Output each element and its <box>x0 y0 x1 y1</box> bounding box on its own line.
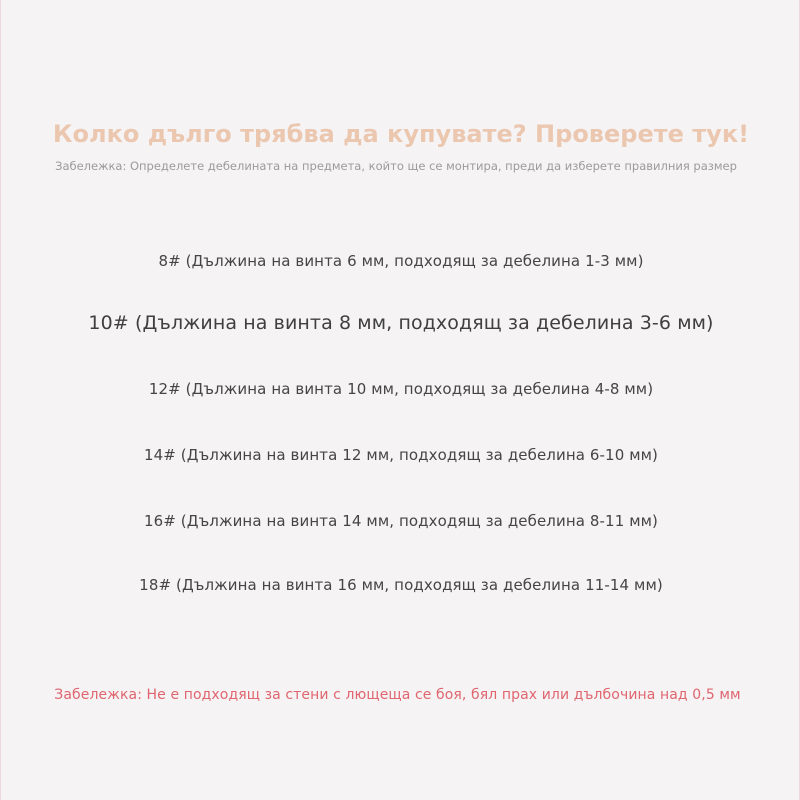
selection-note: Забележка: Определете дебелината на предмета, който ще се монтира, преди да изберете правилния размер <box>55 159 737 173</box>
size-option-10: 10# (Дължина на винта 8 мм, подходящ за дебелина 3-6 мм) <box>88 312 714 334</box>
screw-size-list <box>1 0 800 800</box>
wall-warning: Забележка: Не е подходящ за стени с лющеща се боя, бял прах или дълбочина над 0,5 мм <box>54 687 741 703</box>
page-title: Колко дълго трябва да купувате? Проверете тук! <box>52 120 750 149</box>
size-option-12: 12# (Дължина на винта 10 мм, подходящ за дебелина 4-8 мм) <box>148 380 654 398</box>
size-option-18: 18# (Дължина на винта 16 мм, подходящ за дебелина 11-14 мм) <box>139 576 663 594</box>
size-option-14: 14# (Дължина на винта 12 мм, подходящ за дебелина 6-10 мм) <box>143 446 658 464</box>
size-option-8: 8# (Дължина на винта 6 мм, подходящ за дебелина 1-3 мм) <box>158 252 644 270</box>
size-option-16: 16# (Дължина на винта 14 мм, подходящ за дебелина 8-11 мм) <box>143 512 658 530</box>
